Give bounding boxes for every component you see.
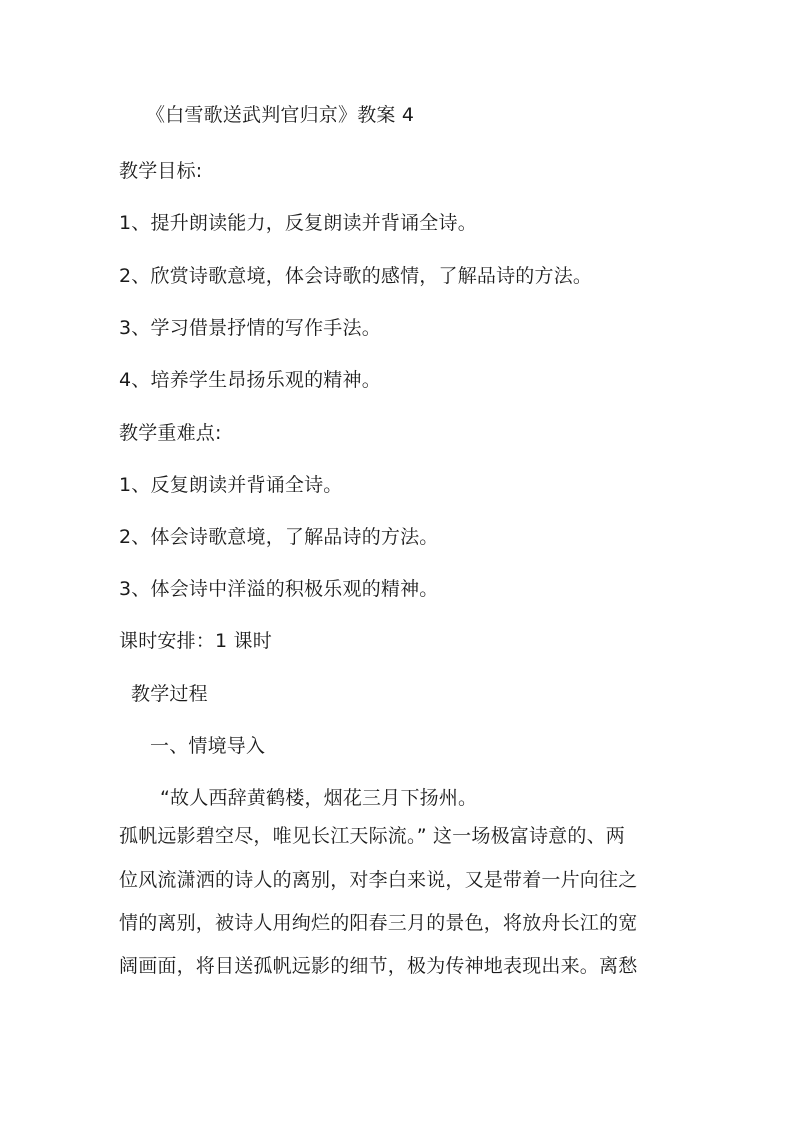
key-point-item: 2、体会诗歌意境，了解品诗的方法。 [119, 526, 439, 548]
paragraph-line: “故人西辞黄鹤楼，烟花三月下扬州。 [160, 787, 478, 809]
process-heading: 教学过程 [131, 683, 208, 705]
key-points-heading: 教学重难点: [119, 422, 222, 444]
objective-item: 1、提升朗读能力，反复朗读并背诵全诗。 [119, 212, 477, 234]
paragraph-line: 阔画面，将目送孤帆远影的细节，极为传神地表现出来。离愁 [119, 955, 638, 977]
paragraph-line: 位风流潇洒的诗人的离别，对李白来说，又是带着一片向往之 [119, 869, 638, 891]
objective-item: 4、培养学生昂扬乐观的精神。 [119, 369, 381, 391]
section-heading: 一、情境导入 [150, 735, 266, 757]
objective-item: 3、学习借景抒情的写作手法。 [119, 317, 381, 339]
objective-item: 2、欣赏诗歌意境，体会诗歌的感情，了解品诗的方法。 [119, 265, 593, 287]
paragraph-line: 情的离别，被诗人用绚烂的阳春三月的景色，将放舟长江的宽 [119, 912, 638, 934]
key-point-item: 1、反复朗读并背诵全诗。 [119, 474, 343, 496]
schedule-line: 课时安排：1 课时 [119, 630, 272, 652]
document-title: 《白雪歌送武判官归京》教案 4 [146, 104, 415, 126]
objectives-heading: 教学目标: [119, 160, 203, 182]
paragraph-line: 孤帆远影碧空尽，唯见长江天际流。” 这一场极富诗意的、两 [119, 825, 625, 847]
key-point-item: 3、体会诗中洋溢的积极乐观的精神。 [119, 578, 439, 600]
